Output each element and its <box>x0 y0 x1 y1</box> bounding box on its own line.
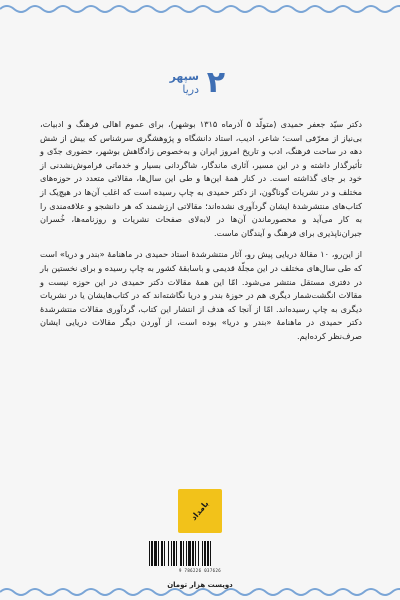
barcode-number: 9 786226 037626 <box>178 568 222 573</box>
blurb-paragraph-1: دکتر سیّد جعفر حمیدی (متولّد ۵ آذرماه ۱۳۱۵ بوشهر)، برای عموم اهالی فرهنگ و ادبیات، بی‌نیاز از معرّفی است؛ شاعر، ادیب، استاد دانشگاه و پژوهشگری سرشناس که بیش از شش دهه در ساحت فرهنگ، ادب و تاریخ امروز ایران و به‌خصوص زادگاهش بوشهر، حضوری جدّی و تأثیرگذار داشته و در این مسیر، آثاری ماندگار، شاگردانی بسیار و خدماتی فراموش‌نشدنی از خود بر جای گذاشته است. در کنار همهٔ این‌ها و طی این سال‌ها، مقالاتی متعدد در حوزه‌های مختلف و در نشریات گوناگون، از دکتر حمیدی به چاپ رسیده است که اغلب آن‌ها در هیچ‌یک از کتاب‌های منتشرشدهٔ ایشان گردآوری نشده‌اند؛ مقالاتی ارزشمند که هر دانشجو و علاقه‌مندی را به کار می‌آید و محصورماندن آن‌ها در لابه‌لای صفحات نشریات و روزنامه‌ها، خُسران جبران‌ناپذیری برای فرهنگ و آیندگان ماست. <box>40 119 362 238</box>
blurb-paragraph-2: از این‌رو، ۱۰ مقالهٔ دریایی پیش رو، آثار منتشرشدهٔ استاد حمیدی در ماهنامهٔ «بندر و دریا» است که طی سال‌های مختلف در این مجلّهٔ قدیمی و باسابقهٔ کشور به چاپ رسیده و برای نخستین بار در دفتری مستقل منتشر می‌شود. امّا این همهٔ مقالات دکتر حمیدی در این حوزه نیست و مقالات انگشت‌شمار دیگری هم در حوزهٔ بندر و دریا نگاشته‌اند که در کتاب‌هایشان یا در نشریات دیگری به چاپ رسیده‌اند. امّا از آنجا که هدف از انتشار این کتاب، گردآوری مقالات منتشرشدهٔ دکتر حمیدی در ماهنامهٔ «بندر و دریا» بوده است، از آوردن دیگر مقالات دریایی ایشان صرف‌نظر کرده‌ایم. <box>40 249 362 341</box>
price-label: دویست هزار تومان <box>167 581 233 589</box>
series-number: ۲ <box>206 65 225 100</box>
series-subtitle: دریا <box>182 83 199 96</box>
series-mark <box>145 65 225 100</box>
isbn-barcode <box>146 540 254 575</box>
publisher-logo-text: بامداد <box>188 499 211 523</box>
back-cover-blurb <box>40 118 362 352</box>
publisher-logo <box>178 489 222 533</box>
top-wave-border <box>0 0 400 16</box>
series-title: سپهر <box>169 70 199 83</box>
bottom-wave-border <box>0 584 400 600</box>
barcode-bars <box>146 540 254 567</box>
